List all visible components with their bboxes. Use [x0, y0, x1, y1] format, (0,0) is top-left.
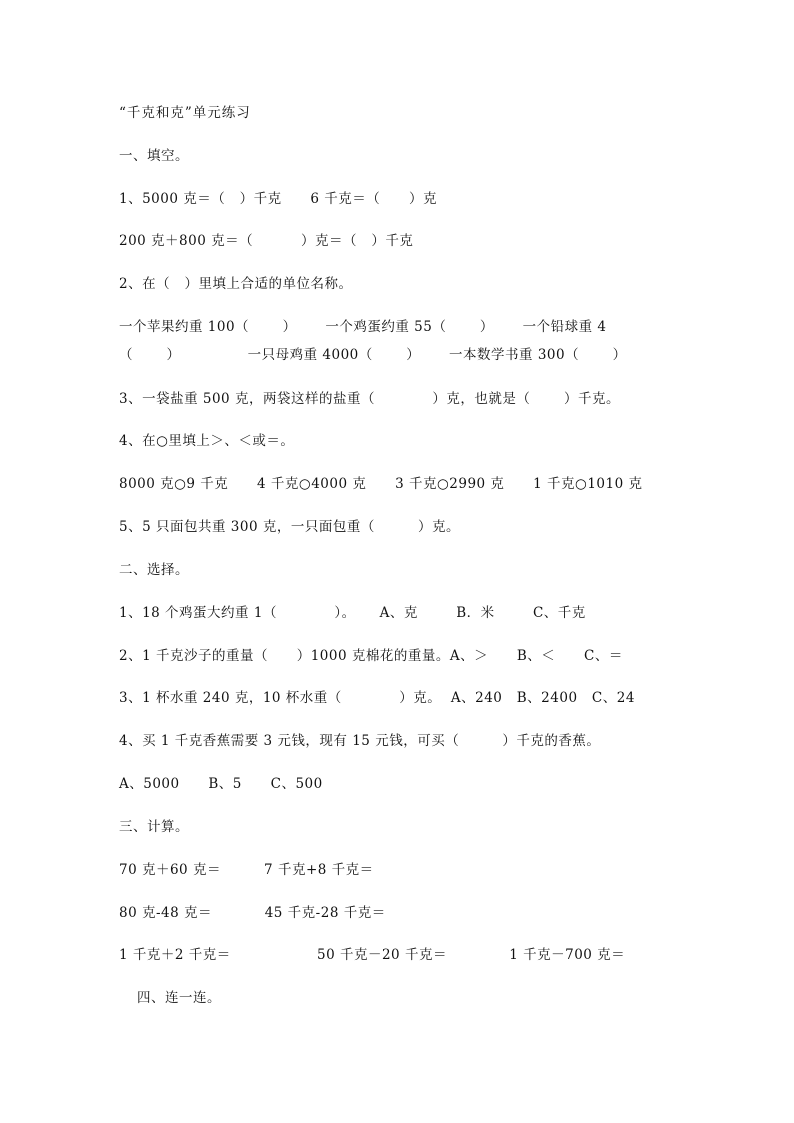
choice-question-4-options: A、5000 B、5 C、500 [119, 776, 323, 792]
section-heading-connect: 四、连一连。 [137, 990, 221, 1006]
document-title: “千克和克”单元练习 [119, 105, 251, 121]
question-1-line-2: 200 克＋800 克＝（ ）克＝（ ）千克 [119, 233, 414, 249]
section-heading-calculate: 三、计算。 [119, 819, 189, 835]
calc-line-3: 1 千克＋2 千克＝ 50 千克－20 千克＝ 1 千克－700 克＝ [119, 947, 626, 963]
choice-question-1: 1、18 个鸡蛋大约重 1（ ）。 A、克 B．米 C、千克 [119, 605, 586, 621]
question-2-line-2: （ ） 一只母鸡重 4000（ ） 一本数学书重 300（ ） [119, 347, 627, 363]
question-2-line-1: 一个苹果约重 100（ ） 一个鸡蛋约重 55（ ） 一个铅球重 4 [119, 319, 607, 335]
calc-line-1: 70 克＋60 克＝ 7 千克+8 千克＝ [119, 862, 374, 878]
section-heading-choice: 二、选择。 [119, 562, 189, 578]
calc-line-2: 80 克-48 克＝ 45 千克-28 千克＝ [119, 905, 386, 921]
choice-question-4: 4、买 1 千克香蕉需要 3 元钱，现有 15 元钱，可买（ ）千克的香蕉。 [119, 733, 601, 749]
choice-question-2: 2、1 千克沙子的重量（ ）1000 克棉花的重量。A、＞ B、＜ C、＝ [119, 648, 623, 664]
question-3: 3、一袋盐重 500 克，两袋这样的盐重（ ）克，也就是（ ）千克。 [119, 391, 620, 407]
section-heading-fill-blanks: 一、填空。 [119, 148, 189, 164]
choice-question-3: 3、1 杯水重 240 克，10 杯水重（ ）克。 A、240 B、2400 C、24 [119, 690, 635, 706]
question-4-comparisons: 8000 克○9 千克 4 千克○4000 克 3 千克○2990 克 1 千克○1010 克 [119, 476, 643, 492]
question-1-line-1: 1、5000 克＝（ ）千克 6 千克＝（ ）克 [119, 191, 437, 207]
question-4: 4、在○里填上＞、＜或＝。 [119, 433, 295, 449]
question-2: 2、在（ ）里填上合适的单位名称。 [119, 276, 353, 292]
question-5: 5、5 只面包共重 300 克，一只面包重（ ）克。 [119, 519, 460, 535]
